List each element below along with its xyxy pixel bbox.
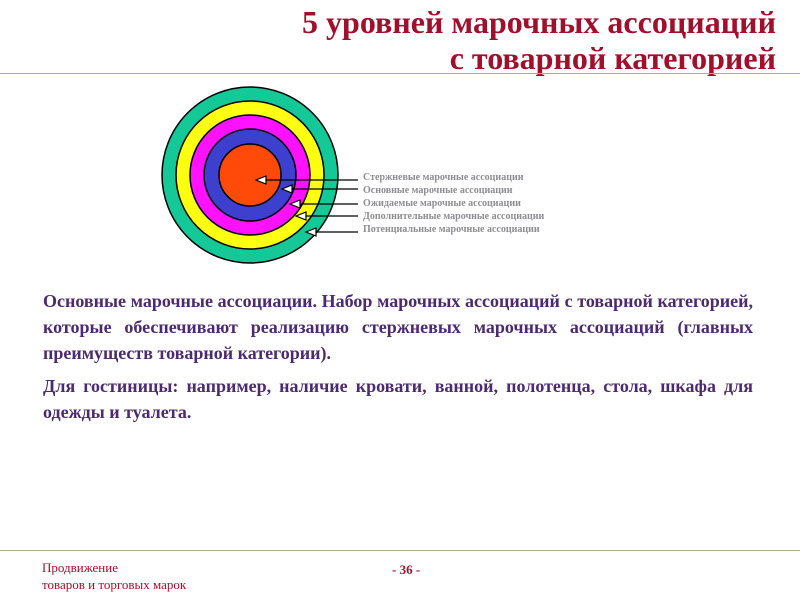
label-additional: Дополнительные марочные ассоциации: [363, 211, 545, 222]
footer-line-2: товаров и торговых марок: [42, 577, 187, 592]
bottom-divider: [0, 550, 800, 551]
ring-labels: [363, 171, 544, 236]
page-number: - 36 -: [392, 562, 421, 577]
slide-body: [43, 288, 753, 432]
footer-line-1: Продвижение: [42, 560, 118, 575]
ring-core: [219, 144, 281, 206]
label-potential: Потенциальные марочные ассоциации: [363, 224, 540, 235]
pointer-potential-arrow: [306, 228, 358, 236]
label-expected: Ожидаемые марочные ассоциации: [363, 198, 521, 209]
slide-title-line-2: с товарной категорией: [449, 40, 776, 76]
slide-title: [302, 4, 776, 76]
body-paragraph-definition: Основные марочные ассоциации. Набор марочных ассоциаций с товарной категорией, которые обеспечивают реализацию стержневых марочных ассоциаций (главных преимуществ товарной категории).: [43, 291, 753, 363]
label-basic: Основные марочные ассоциации: [363, 185, 513, 196]
body-paragraph-example: Для гостиницы: например, наличие кровати, ванной, полотенца, стола, шкафа для одежды и туалета.: [43, 376, 753, 422]
footer-course-title: [42, 559, 186, 593]
slide-title-line-1: 5 уровней марочных ассоциаций: [302, 4, 776, 40]
top-divider: [0, 73, 800, 74]
label-core: Стержневые марочные ассоциации: [363, 172, 524, 183]
